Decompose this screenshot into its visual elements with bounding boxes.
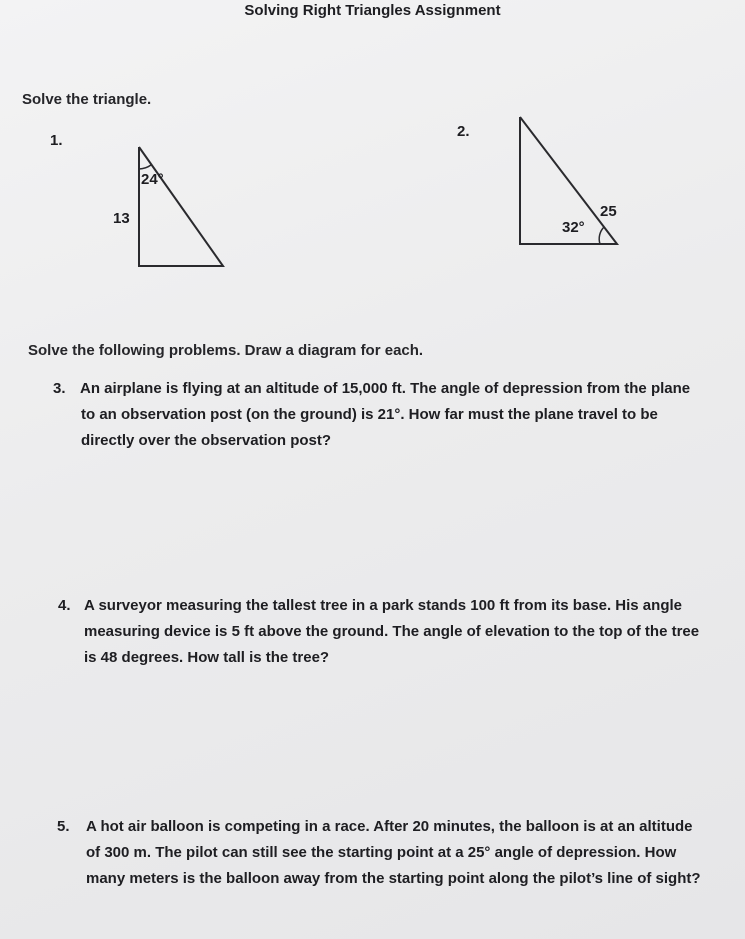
triangle-1-angle-arc	[139, 165, 151, 169]
problem-2-side-label: 25	[600, 203, 617, 220]
section1-instruction: Solve the triangle.	[22, 91, 152, 108]
problem-1-angle-label: 24°	[141, 171, 164, 188]
page-title: Solving Right Triangles Assignment	[244, 2, 501, 19]
problem-3-number: 3.	[53, 380, 66, 397]
problem-1-number: 1.	[50, 132, 63, 149]
problem-5-line-1: A hot air balloon is competing in a race. After 20 minutes, the balloon is at an altitude	[86, 818, 693, 835]
problem-3-line-3: directly over the observation post?	[81, 432, 332, 449]
problem-2-number: 2.	[457, 123, 470, 140]
problem-4-number: 4.	[58, 597, 71, 614]
problem-4-line-3: is 48 degrees. How tall is the tree?	[84, 649, 330, 666]
problem-3-line-1: An airplane is flying at an altitude of 15,000 ft. The angle of depression from the plane	[80, 380, 691, 397]
triangle-1-shape	[139, 147, 223, 266]
section2-instruction: Solve the following problems. Draw a diagram for each.	[28, 342, 424, 359]
problem-5-line-3: many meters is the balloon away from the starting point along the pilot’s line of sight?	[86, 870, 701, 887]
problem-2-angle-label: 32°	[562, 219, 585, 236]
problem-4-line-2: measuring device is 5 ft above the ground. The angle of elevation to the top of the tree	[84, 623, 700, 640]
triangle-2-angle-arc	[599, 227, 604, 244]
problem-5-number: 5.	[57, 818, 70, 835]
problem-5-line-2: of 300 m. The pilot can still see the starting point at a 25° angle of depression. How	[86, 844, 677, 861]
problem-3-line-2: to an observation post (on the ground) is 21°. How far must the plane travel to be	[81, 406, 658, 423]
problem-4-line-1: A surveyor measuring the tallest tree in a park stands 100 ft from its base. His angle	[84, 597, 682, 614]
problem-1-side-label: 13	[113, 210, 130, 227]
triangle-1-figure	[139, 147, 223, 266]
